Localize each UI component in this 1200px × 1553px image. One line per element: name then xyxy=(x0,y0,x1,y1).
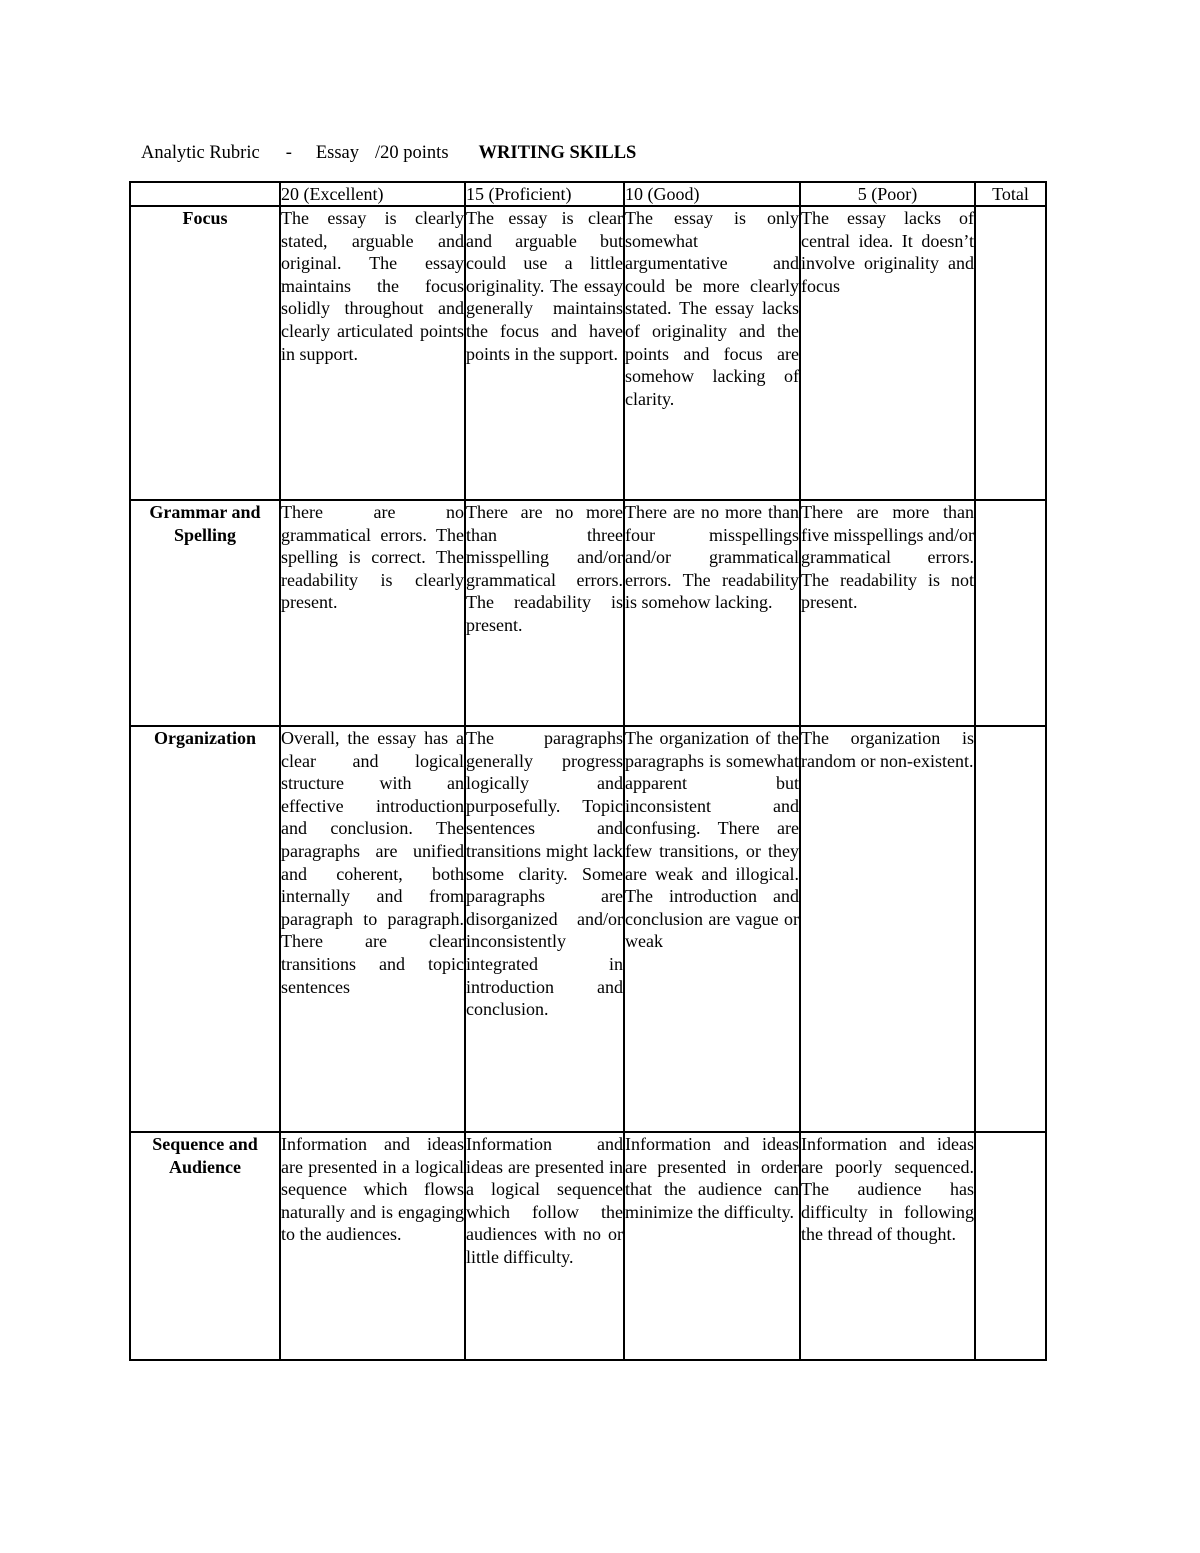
criteria-cell: Overall, the essay has a clear and logical structure with an effective introduction and conclusion. The paragraphs are unified and coherent, both internally and from paragraph to paragraph. There are clear transitions and topic sentences xyxy=(280,726,465,1132)
criteria-cell: There are no more than four misspellings and/or grammatical errors. The readability is somehow lacking. xyxy=(624,500,800,726)
criteria-cell: The essay is clear and arguable but could use a little originality. The essay generally maintains the focus and have points in the support. xyxy=(465,206,624,500)
category-label: Focus xyxy=(130,206,280,500)
heading-dash: - xyxy=(285,143,292,163)
criteria-cell: There are more than five misspellings and/or grammatical errors. The readability is not present. xyxy=(800,500,975,726)
table-row xyxy=(130,1132,1046,1360)
criteria-cell: The essay is only somewhat argumentative and could be more clearly stated. The essay lacks of originality and the points and focus are somehow lacking of clarity. xyxy=(624,206,800,500)
table-row xyxy=(130,206,1046,500)
criteria-cell: The essay is clearly stated, arguable and original. The essay maintains the focus solidly throughout and clearly articulated points in support. xyxy=(280,206,465,500)
criteria-cell: Information and ideas are presented in order that the audience can minimize the difficulty. xyxy=(624,1132,800,1360)
criteria-cell: The organization is random or non-existent. xyxy=(800,726,975,1132)
header-good: 10 (Good) xyxy=(624,182,800,206)
document-heading xyxy=(141,142,636,164)
heading-skills: WRITING SKILLS xyxy=(478,143,637,163)
header-category xyxy=(130,182,280,206)
category-label: Sequence and Audience xyxy=(130,1132,280,1360)
header-poor: 5 (Poor) xyxy=(800,182,975,206)
criteria-cell: There are no grammatical errors. The spelling is correct. The readability is clearly present. xyxy=(280,500,465,726)
heading-title: Analytic Rubric xyxy=(141,143,260,163)
criteria-cell: The organization of the paragraphs is somewhat apparent but inconsistent and confusing. There are few transitions, or they are weak and illogical. The introduction and conclusion are vague or weak xyxy=(624,726,800,1132)
total-cell xyxy=(975,1132,1046,1360)
criteria-cell: The essay lacks of central idea. It doesn’t involve originality and focus xyxy=(800,206,975,500)
category-label: Organization xyxy=(130,726,280,1132)
category-label: Grammar and Spelling xyxy=(130,500,280,726)
criteria-cell: The paragraphs generally progress logically and purposefully. Topic sentences and transitions might lack some clarity. Some paragraphs are disorganized and/or inconsistently integrated in introduction and conclusion. xyxy=(465,726,624,1132)
criteria-cell: Information and ideas are poorly sequenced. The audience has difficulty in following the thread of thought. xyxy=(800,1132,975,1360)
criteria-cell: Information and ideas are presented in a logical sequence which flows naturally and is engaging to the audiences. xyxy=(280,1132,465,1360)
heading-points: /20 points xyxy=(375,143,449,163)
total-cell xyxy=(975,206,1046,500)
heading-essay: Essay xyxy=(315,143,360,163)
header-excellent: 20 (Excellent) xyxy=(280,182,465,206)
criteria-cell: Information and ideas are presented in a logical sequence which follow the audiences with no or little difficulty. xyxy=(465,1132,624,1360)
table-row xyxy=(130,500,1046,726)
table-row xyxy=(130,726,1046,1132)
total-cell xyxy=(975,500,1046,726)
criteria-cell: There are no more than three misspelling and/or grammatical errors. The readability is present. xyxy=(465,500,624,726)
total-cell xyxy=(975,726,1046,1132)
header-total: Total xyxy=(975,182,1046,206)
header-row xyxy=(130,182,1046,206)
header-proficient: 15 (Proficient) xyxy=(465,182,624,206)
rubric-table xyxy=(129,181,1047,1361)
